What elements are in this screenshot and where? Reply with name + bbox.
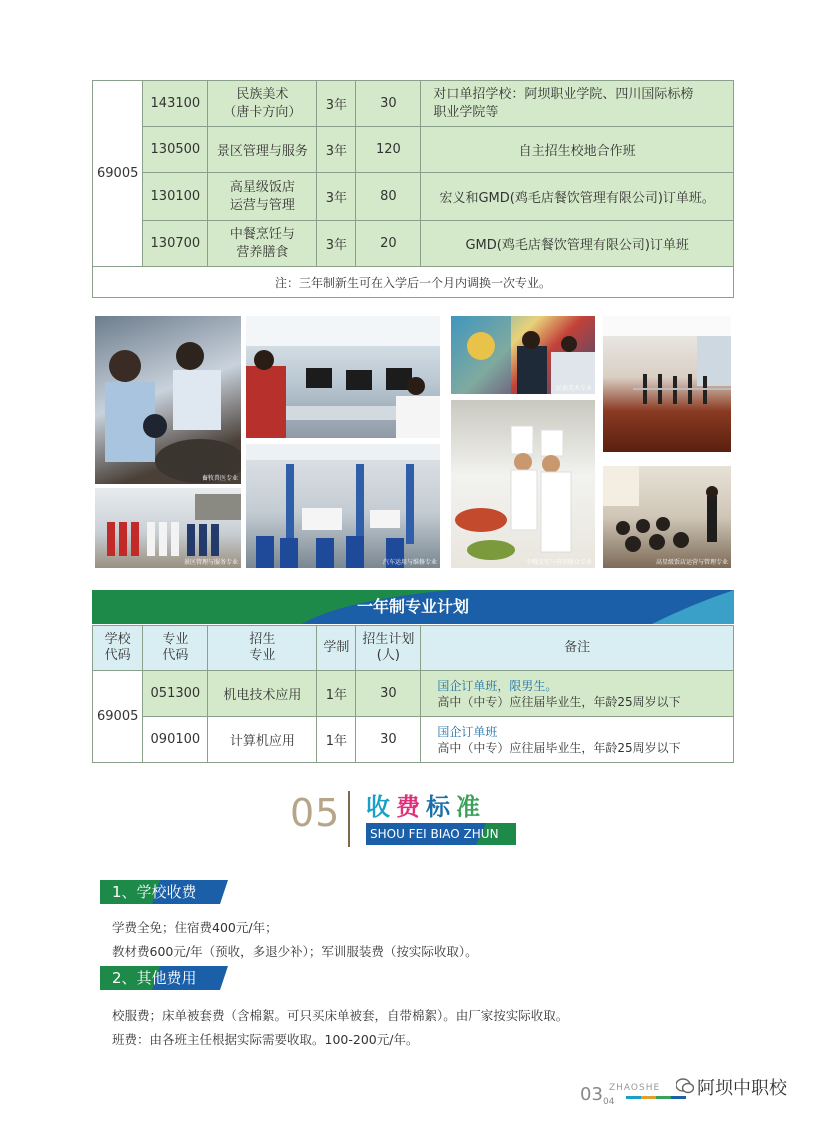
header-plan: 招生计划 (人) [356, 626, 421, 671]
major-name-cell: 机电技术应用 [208, 671, 317, 717]
photo-thangka: 民族美术专业 [451, 316, 595, 394]
years-cell: 3年 [317, 221, 356, 267]
plan-cell: 30 [356, 671, 421, 717]
computer-lab-image [246, 316, 440, 438]
school-code-cell: 69005 [93, 81, 143, 267]
veterinary-scene-image [95, 316, 241, 484]
table-footnote: 注：三年制新生可在入学后一个月内调换一次专业。 [93, 267, 734, 298]
auto-repair-image [246, 444, 440, 568]
major-code-cell: 130700 [143, 221, 208, 267]
wechat-icon [676, 1078, 694, 1094]
years-cell: 1年 [317, 671, 356, 717]
section-header [290, 785, 530, 855]
school-fees-heading: 1、学校收费 [100, 880, 228, 904]
plan-cell: 30 [356, 717, 421, 763]
school-fees-line: 教材费600元/年（预收，多退少补）；军训服装费（按实际收取）。 [112, 944, 478, 959]
footer-color-bar [626, 1096, 686, 1099]
header-major-code: 专业 代码 [143, 626, 208, 671]
school-code-cell: 69005 [93, 671, 143, 763]
major-name-cell: 中餐烹饪与 营养膳食 [208, 221, 317, 267]
photo-chefs: 中餐烹饪与营养膳食专业 [451, 400, 595, 568]
header-major-name: 招生 专业 [208, 626, 317, 671]
chefs-image [451, 400, 595, 568]
other-fees-line: 校服费；床单被套费（含棉絮。可只买床单被套，自带棉絮）。由厂家按实际收取。 [112, 1008, 569, 1023]
classroom-image [603, 466, 731, 568]
page-total: 04 [603, 1097, 615, 1107]
major-code-cell: 051300 [143, 671, 208, 717]
uniform-students-image [95, 488, 241, 568]
remark-cell: 国企订单班，限男生。 高中（中专）应往届毕业生，年龄25周岁以下 [421, 671, 734, 717]
major-name-cell: 民族美术 （唐卡方向） [208, 81, 317, 127]
major-code-cell: 130100 [143, 173, 208, 221]
section-title: 收费标准 [366, 793, 486, 821]
years-cell: 1年 [317, 717, 356, 763]
years-cell: 3年 [317, 81, 356, 127]
header-remark: 备注 [421, 626, 734, 671]
note-cell: 自主招生校地合作班 [421, 127, 734, 173]
page-number: 03 [580, 1084, 603, 1105]
section-number: 05 [290, 791, 341, 835]
photo-classroom: 高星级饭店运营与管理专业 [603, 466, 731, 568]
photo-veterinary: 畜牧兽医专业 [95, 316, 241, 484]
major-name-cell: 景区管理与服务 [208, 127, 317, 173]
one-year-plan-banner [92, 590, 734, 624]
account-name: 阿坝中职校 [697, 1078, 787, 1099]
other-fees-heading: 2、其他费用 [100, 966, 228, 990]
major-code-cell: 090100 [143, 717, 208, 763]
note-cell: GMD(鸡毛店餐饮管理有限公司)订单班 [421, 221, 734, 267]
major-name-cell: 计算机应用 [208, 717, 317, 763]
school-fees-line: 学费全免；住宿费400元/年； [112, 920, 278, 935]
years-cell: 3年 [317, 127, 356, 173]
photo-uniform-students: 景区管理与服务专业 [95, 488, 241, 568]
dance-studio-image [603, 316, 731, 452]
photo-collage [95, 316, 731, 568]
header-years: 学制 [317, 626, 356, 671]
photo-dance [603, 316, 731, 452]
plan-cell: 30 [356, 81, 421, 127]
major-name-cell: 高星级饭店 运营与管理 [208, 173, 317, 221]
photo-computer-lab [246, 316, 440, 438]
section-divider [348, 791, 350, 847]
one-year-plan-table [92, 625, 734, 763]
years-cell: 3年 [317, 173, 356, 221]
header-school-code: 学校 代码 [93, 626, 143, 671]
footer-label: ZHAOSHE [609, 1083, 661, 1093]
photo-auto-repair: 汽车运用与维修专业 [246, 444, 440, 568]
three-year-plan-table [92, 80, 734, 298]
plan-cell: 80 [356, 173, 421, 221]
section-subtitle: SHOU FEI BIAO ZHUN [370, 827, 499, 841]
note-cell: 宏义和GMD(鸡毛店餐饮管理有限公司)订单班。 [421, 173, 734, 221]
major-code-cell: 143100 [143, 81, 208, 127]
plan-cell: 20 [356, 221, 421, 267]
major-code-cell: 130500 [143, 127, 208, 173]
banner-title: 一年制专业计划 [356, 597, 469, 616]
plan-cell: 120 [356, 127, 421, 173]
remark-cell: 国企订单班 高中（中专）应往届毕业生，年龄25周岁以下 [421, 717, 734, 763]
note-cell: 对口单招学校：阿坝职业学院、四川国际标榜 职业学院等 [421, 81, 734, 127]
other-fees-line: 班费：由各班主任根据实际需要收取。100-200元/年。 [112, 1032, 419, 1047]
